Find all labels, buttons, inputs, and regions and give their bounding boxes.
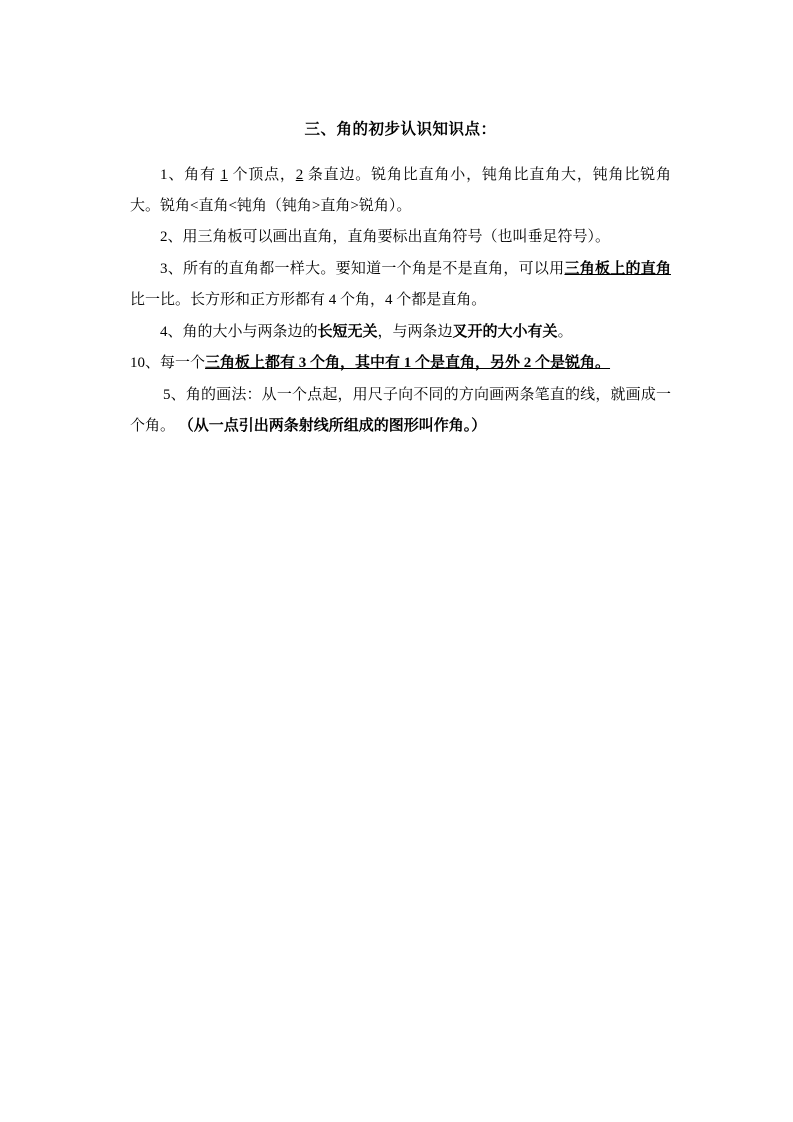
text-run-underline: 2 (295, 166, 304, 183)
text-run-bold-underline: 三角板上都有 3 个角，其中有 1 个是直角，另外 2 个是锐角。 (205, 355, 611, 372)
text-run: 2、用三角板可以画出直角，直角要标出直角符号（也叫垂足符号）。 (160, 229, 611, 246)
text-run: 3、所有的直角都一样大。要知道一个角是不是直角，可以用 (160, 261, 565, 278)
text-run: 10、每一个 (130, 355, 206, 372)
text-run: 个顶点， (227, 166, 296, 183)
text-run-bold: （从一点引出两条射线所组成的图形叫作角。） (178, 417, 487, 434)
text-run: 5、角的画法：从一个点起，用尺子向不同的方向画两条笔直的线，就画成一个角。 (130, 387, 671, 434)
paragraph-3 (130, 254, 671, 316)
paragraph-6 (130, 380, 671, 442)
text-run-bold-underline: 三角板上的直角 (564, 261, 671, 278)
paragraph-1 (130, 160, 671, 222)
text-run: 1、角有 (160, 166, 221, 183)
paragraph-5 (130, 348, 671, 379)
paragraph-2 (130, 222, 671, 253)
text-run: 。 (557, 323, 573, 340)
text-run-bold: 长短无关 (317, 323, 378, 340)
text-run-underline: 1 (220, 166, 228, 183)
text-run: 比一比。长方形和正方形都有 4 个角，4 个都是直角。 (130, 291, 487, 308)
text-run: 4、角的大小与两条边的 (160, 323, 318, 340)
text-run: ，与两条边 (377, 323, 453, 340)
text-run: 条直边。锐角比直角小，钝角比直角大，钝角比锐角大。锐角<直角<钝角（钝角>直角>锐角）。 (130, 166, 671, 214)
paragraph-4 (130, 317, 671, 348)
page-title: 三、角的初步认识知识点： (304, 121, 497, 138)
text-run-bold: 叉开的大小有关 (452, 323, 558, 340)
